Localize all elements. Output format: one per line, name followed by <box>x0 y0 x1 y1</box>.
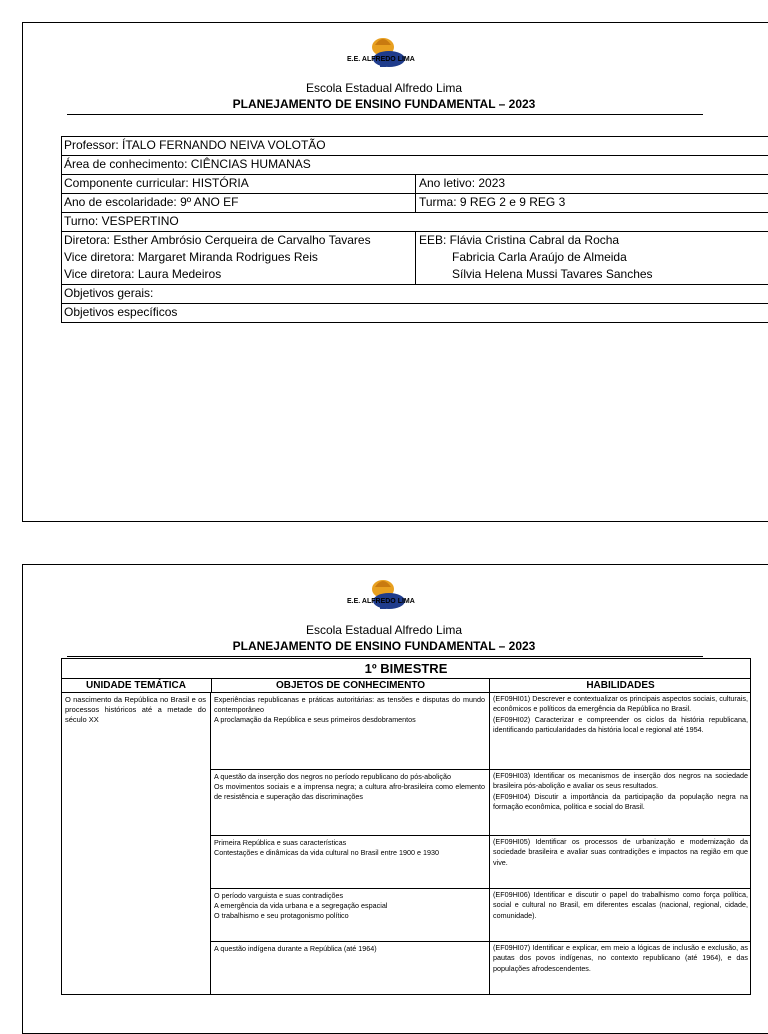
objeto-text: A proclamação da República e seus primeiros desdobramentos <box>214 715 416 724</box>
turma-field: Turma: 9 REG 2 e 9 REG 3 <box>415 194 768 212</box>
teacher-info-table <box>61 136 768 323</box>
objeto-text: Os movimentos sociais e a imprensa negra; a cultura afro-brasileira como elemento de resistência e superação das discriminações <box>214 782 485 801</box>
vice-diretora-2-field: Vice diretora: Laura Medeiros <box>64 267 222 281</box>
logo-text: E.E. ALFREDO LIMA <box>347 598 415 605</box>
professor-field: Professor: ÍTALO FERNANDO NEIVA VOLOTÃO <box>64 138 326 152</box>
bimestre-body <box>62 693 750 994</box>
table-row <box>210 770 750 836</box>
unidade-tematica-cell: O nascimento da República no Brasil e os processos históricos até a metade do século XX <box>65 695 206 724</box>
eeb-3-field: Sílvia Helena Mussi Tavares Sanches <box>452 267 653 281</box>
table-row <box>210 693 750 770</box>
objeto-text: A questão indígena durante a República (até 1964) <box>214 944 377 953</box>
habilidade-text: (EF09HI03) Identificar os mecanismos de inserção dos negros na sociedade brasileira pós-abolição e avaliar os seus resultados. <box>493 771 748 791</box>
habilidade-text: (EF09HI01) Descrever e contextualizar os principais aspectos sociais, culturais, econômicos e políticos da emergência da República no Brasil. <box>493 694 748 714</box>
ano-letivo-field: Ano letivo: 2023 <box>415 175 768 193</box>
diretora-field: Diretora: Esther Ambrósio Cerqueira de Carvalho Tavares <box>64 233 371 247</box>
objetivos-gerais-field: Objetivos gerais: <box>64 286 154 300</box>
table-row <box>210 889 750 942</box>
school-name: Escola Estadual Alfredo Lima <box>305 623 463 637</box>
header-unidade: UNIDADE TEMÁTICA <box>86 680 186 691</box>
logo-text: E.E. ALFREDO LIMA <box>347 56 415 63</box>
area-field: Área de conhecimento: CIÊNCIAS HUMANAS <box>64 157 311 171</box>
table-row <box>210 942 750 994</box>
objetivos-especificos-field: Objetivos específicos <box>64 305 178 319</box>
header-habilidades: HABILIDADES <box>489 679 751 692</box>
school-logo <box>331 31 436 75</box>
eeb-1-field: EEB: Flávia Cristina Cabral da Rocha <box>419 233 620 247</box>
habilidade-text: (EF09HI04) Discutir a importância da participação da população negra na formação econômica, política e social do Brasil. <box>493 791 748 811</box>
habilidade-text: (EF09HI06) Identificar e discutir o papel do trabalhismo como força política, social e cultural no Brasil, em diferentes escalas (nacional, regional, cidade, comunidade). <box>493 890 748 920</box>
title-divider <box>67 656 703 657</box>
turno-field: Turno: VESPERTINO <box>64 214 179 228</box>
habilidade-text: (EF09HI07) Identificar e explicar, em meio a lógicas de inclusão e exclusão, as pautas dos povos indígenas, no contexto republicano (até 1964), e das populações afrodescendentes. <box>493 943 748 973</box>
objeto-text: Primeira República e suas características <box>214 838 347 847</box>
bimestre-title: 1º BIMESTRE <box>62 659 750 679</box>
objeto-text: Experiências republicanas e práticas autoritárias: as tensões e disputas do mundo contemporâneo <box>214 695 485 714</box>
vice-diretora-1-field: Vice diretora: Margaret Miranda Rodrigues Reis <box>64 250 318 264</box>
school-logo <box>331 573 436 617</box>
title-divider <box>67 114 703 115</box>
objeto-text: O período varguista e suas contradições <box>214 891 344 900</box>
bimestre-header-row <box>62 679 750 693</box>
objeto-text: O trabalhismo e seu protagonismo político <box>214 911 349 920</box>
document-page-2 <box>22 564 768 1034</box>
habilidade-text: (EF09HI05) Identificar os processos de urbanização e modernização da sociedade brasileira e avaliar suas contradições e impactos na região em que vive. <box>493 837 748 867</box>
eeb-2-field: Fabricia Carla Araújo de Almeida <box>452 250 627 264</box>
school-name: Escola Estadual Alfredo Lima <box>305 81 463 95</box>
table-row <box>210 836 750 889</box>
bimestre-table <box>61 658 751 995</box>
objeto-text: Contestações e dinâmicas da vida cultural no Brasil entre 1900 e 1930 <box>214 848 439 857</box>
document-page-1 <box>22 22 768 522</box>
objeto-text: A emergência da vida urbana e a segregação espacial <box>214 901 388 910</box>
habilidade-text: (EF09HI02) Caracterizar e compreender os ciclos da história republicana, identificando particularidades da história local e regional até 1954. <box>493 714 748 734</box>
ano-escolaridade-field: Ano de escolaridade: 9º ANO EF <box>64 195 239 209</box>
componente-field: Componente curricular: HISTÓRIA <box>64 176 249 190</box>
plan-title: PLANEJAMENTO DE ENSINO FUNDAMENTAL – 2023 <box>232 97 536 111</box>
header-objetos: OBJETOS DE CONHECIMENTO <box>211 679 489 692</box>
plan-title: PLANEJAMENTO DE ENSINO FUNDAMENTAL – 2023 <box>232 639 536 653</box>
objeto-text: A questão da inserção dos negros no período republicano do pós-abolição <box>214 772 451 781</box>
